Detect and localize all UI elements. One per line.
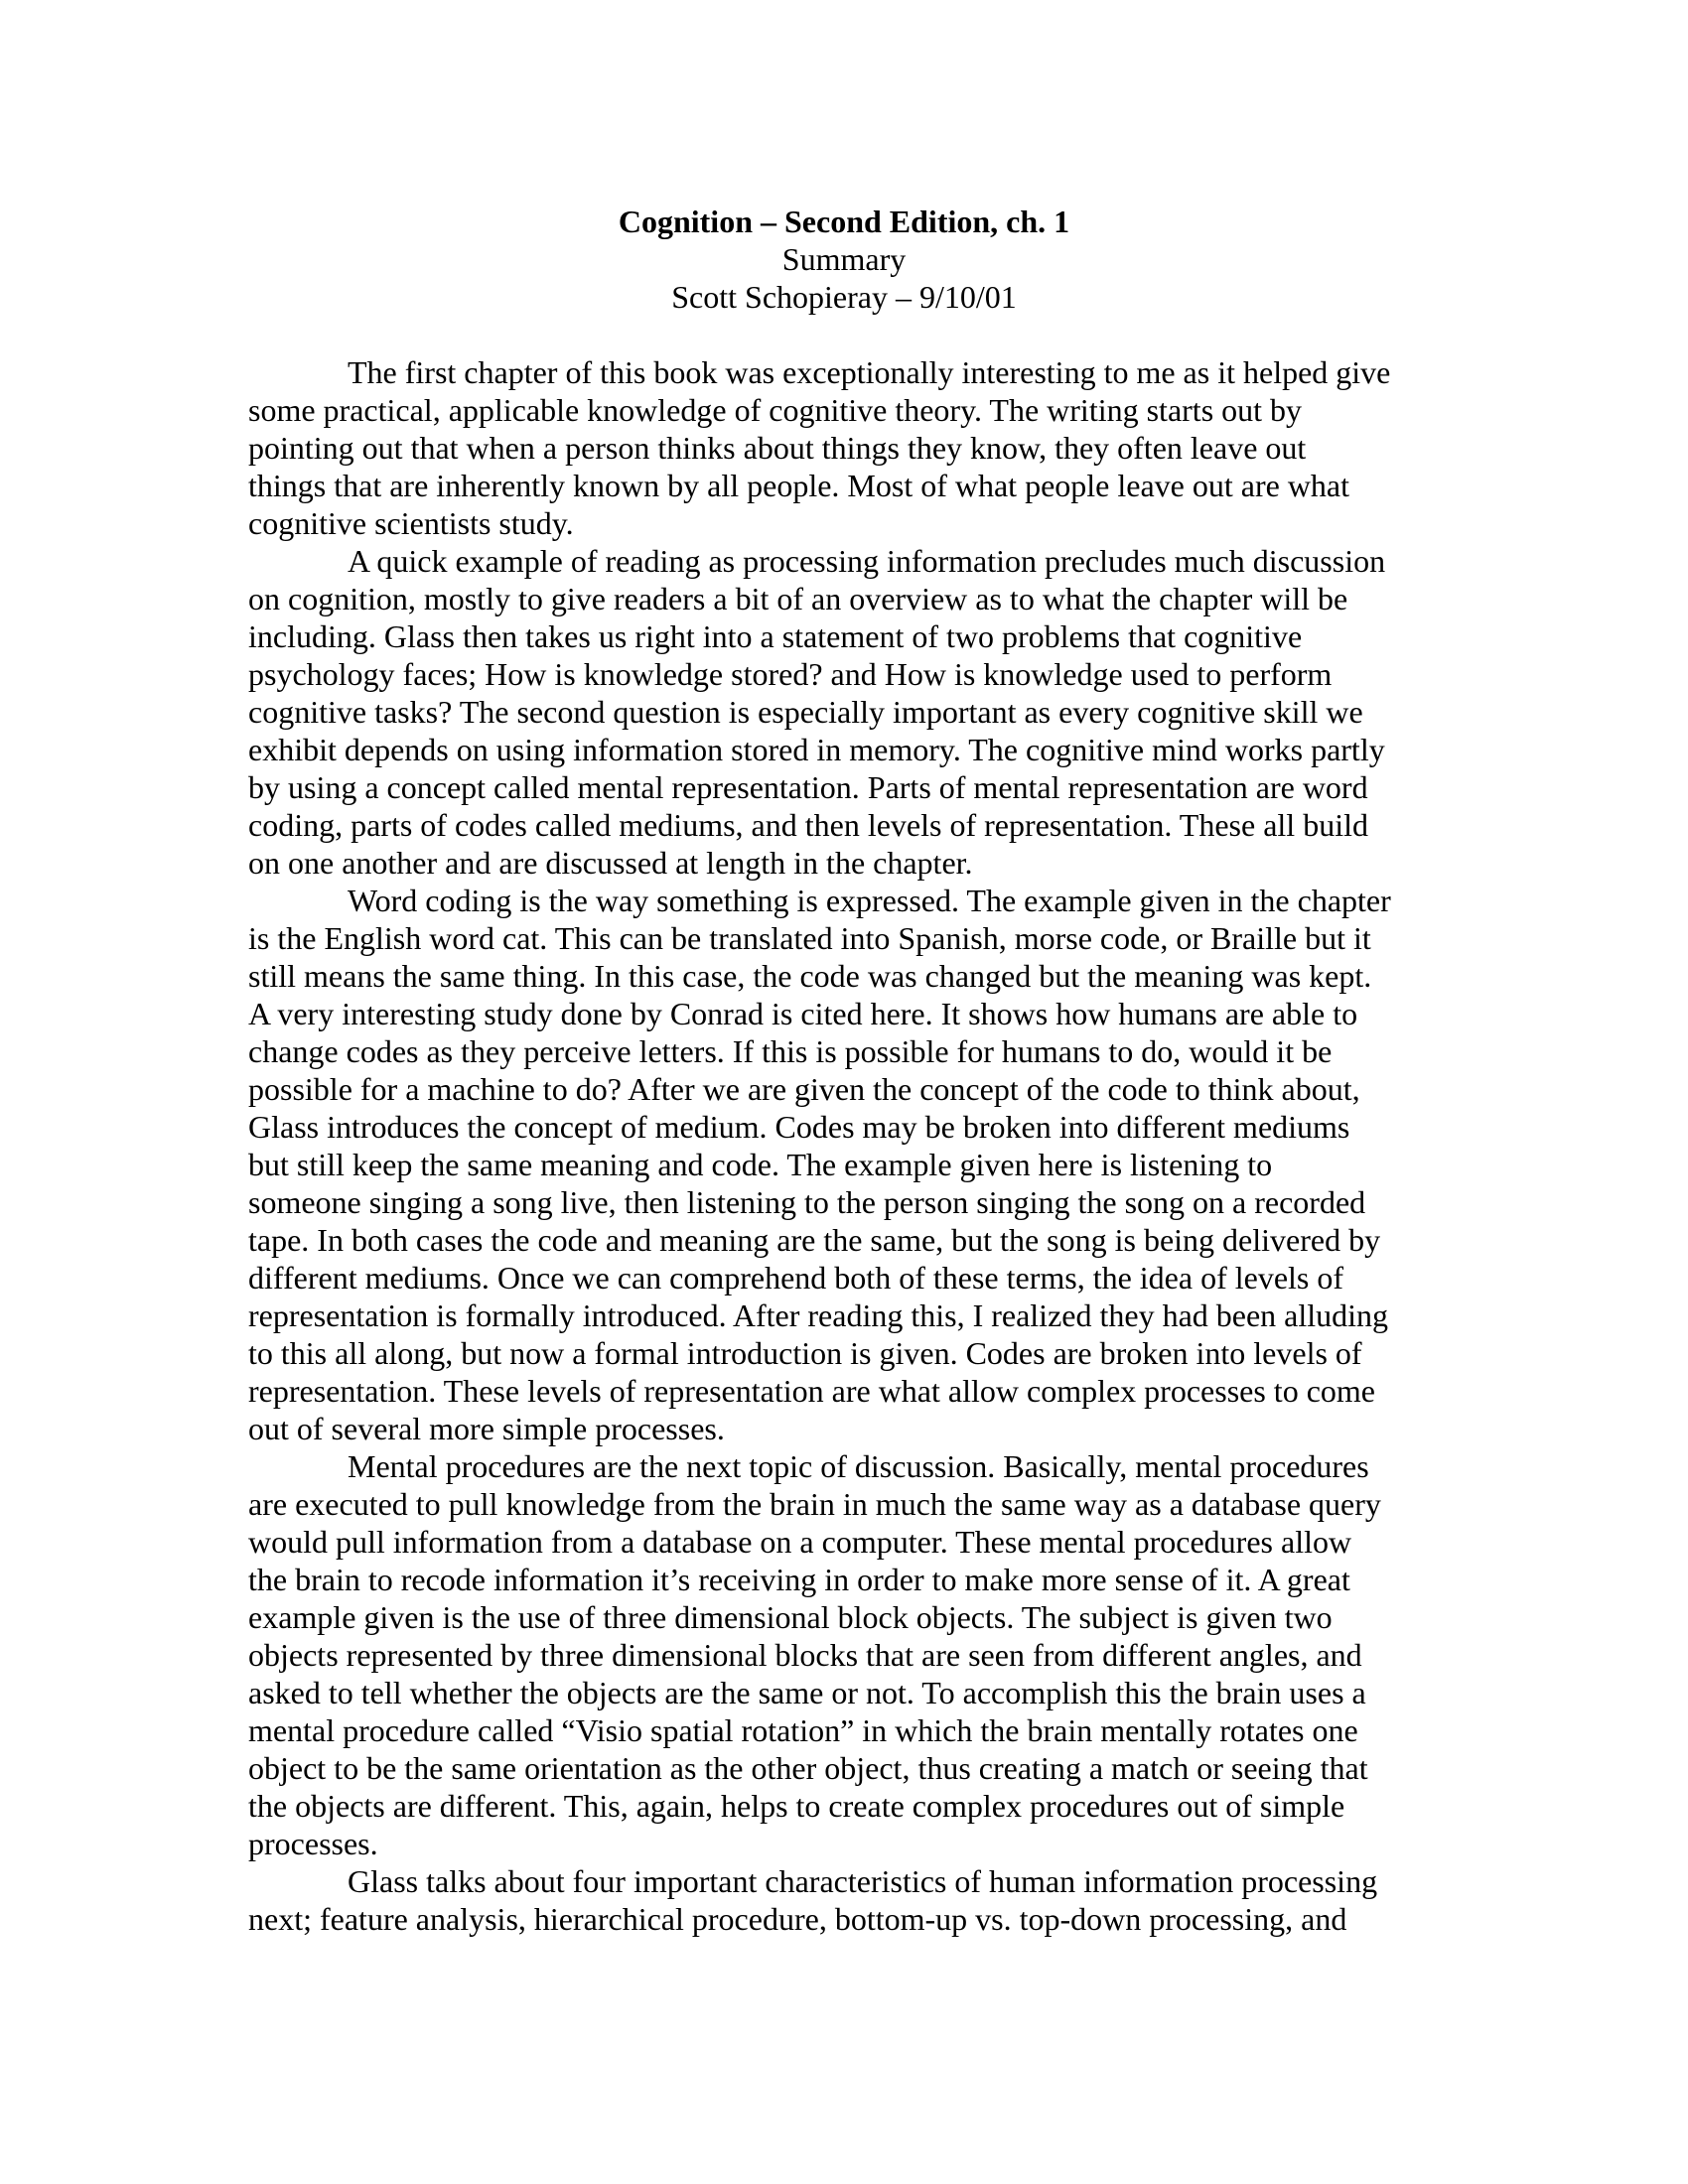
text-line: A quick example of reading as processing information precludes much discussion (348, 543, 1386, 579)
text-line: A very interesting study done by Conrad is cited here. It shows how humans are able to (248, 996, 1358, 1031)
text-line: including. Glass then takes us right into a statement of two problems that cognitive (248, 618, 1303, 654)
text-line: cognitive scientists study. (248, 505, 574, 541)
text-line: Word coding is the way something is expressed. The example given in the chapter (348, 883, 1391, 918)
document-subtitle: Summary (781, 241, 907, 277)
paragraph (248, 353, 1440, 542)
text-line: would pull information from a database on a computer. These mental procedures allow (248, 1524, 1352, 1560)
text-line: example given is the use of three dimensional block objects. The subject is given two (248, 1599, 1333, 1635)
document-byline: Scott Schopieray – 9/10/01 (671, 279, 1017, 315)
text-line: change codes as they perceive letters. If this is possible for humans to do, would it be (248, 1033, 1333, 1069)
paragraph (248, 1447, 1440, 1862)
text-line: mental procedure called “Visio spatial rotation” in which the brain mentally rotates one (248, 1712, 1358, 1748)
paragraph (248, 1862, 1440, 1938)
text-line: psychology faces; How is knowledge stored? and How is knowledge used to perform (248, 656, 1333, 692)
paragraph (248, 542, 1440, 882)
text-line: exhibit depends on using information stored in memory. The cognitive mind works partly (248, 732, 1385, 767)
text-line: out of several more simple processes. (248, 1411, 725, 1446)
text-line: possible for a machine to do? After we are given the concept of the code to think about, (248, 1071, 1360, 1107)
text-line: is the English word cat. This can be translated into Spanish, morse code, or Braille but it (248, 920, 1371, 956)
text-line: coding, parts of codes called mediums, and then levels of representation. These all build (248, 807, 1368, 843)
text-line: pointing out that when a person thinks about things they know, they often leave out (248, 430, 1307, 466)
text-line: representation is formally introduced. After reading this, I realized they had been alluding (248, 1297, 1389, 1333)
text-line: representation. These levels of representation are what allow complex processes to come (248, 1373, 1375, 1409)
text-line: still means the same thing. In this case, the code was changed but the meaning was kept. (248, 958, 1372, 994)
text-line: on cognition, mostly to give readers a bit of an overview as to what the chapter will be (248, 581, 1348, 616)
text-line: are executed to pull knowledge from the brain in much the same way as a database query (248, 1486, 1381, 1522)
text-line: Mental procedures are the next topic of discussion. Basically, mental procedures (348, 1448, 1369, 1484)
text-line: processes. (248, 1826, 378, 1861)
text-line: on one another and are discussed at length in the chapter. (248, 845, 973, 881)
text-line: Glass introduces the concept of medium. Codes may be broken into different mediums (248, 1109, 1350, 1145)
document-body (248, 353, 1440, 1938)
document-title: Cognition – Second Edition, ch. 1 (618, 204, 1070, 239)
text-line: object to be the same orientation as the other object, thus creating a match or seeing that (248, 1750, 1368, 1786)
text-line: cognitive tasks? The second question is especially important as every cognitive skill we (248, 694, 1363, 730)
text-line: someone singing a song live, then listening to the person singing the song on a recorded (248, 1184, 1366, 1220)
text-line: the objects are different. This, again, helps to create complex procedures out of simple (248, 1788, 1345, 1824)
text-line: next; feature analysis, hierarchical procedure, bottom-up vs. top-down processing, and (248, 1901, 1347, 1937)
text-line: by using a concept called mental representation. Parts of mental representation are word (248, 769, 1368, 805)
text-line: different mediums. Once we can comprehend both of these terms, the idea of levels of (248, 1260, 1344, 1296)
document-header (248, 203, 1440, 316)
text-line: tape. In both cases the code and meaning are the same, but the song is being delivered by (248, 1222, 1381, 1258)
text-line: things that are inherently known by all people. Most of what people leave out are what (248, 468, 1350, 503)
text-line: Glass talks about four important characteristics of human information processing (348, 1863, 1378, 1899)
paragraph (248, 882, 1440, 1447)
text-line: the brain to recode information it’s receiving in order to make more sense of it. A great (248, 1562, 1350, 1597)
text-line: objects represented by three dimensional blocks that are seen from different angles, and (248, 1637, 1362, 1673)
text-line: The first chapter of this book was exceptionally interesting to me as it helped give (348, 354, 1391, 390)
text-line: some practical, applicable knowledge of cognitive theory. The writing starts out by (248, 392, 1303, 428)
text-line: asked to tell whether the objects are the same or not. To accomplish this the brain uses a (248, 1675, 1366, 1710)
text-line: but still keep the same meaning and code. The example given here is listening to (248, 1147, 1273, 1182)
text-line: to this all along, but now a formal introduction is given. Codes are broken into levels of (248, 1335, 1362, 1371)
